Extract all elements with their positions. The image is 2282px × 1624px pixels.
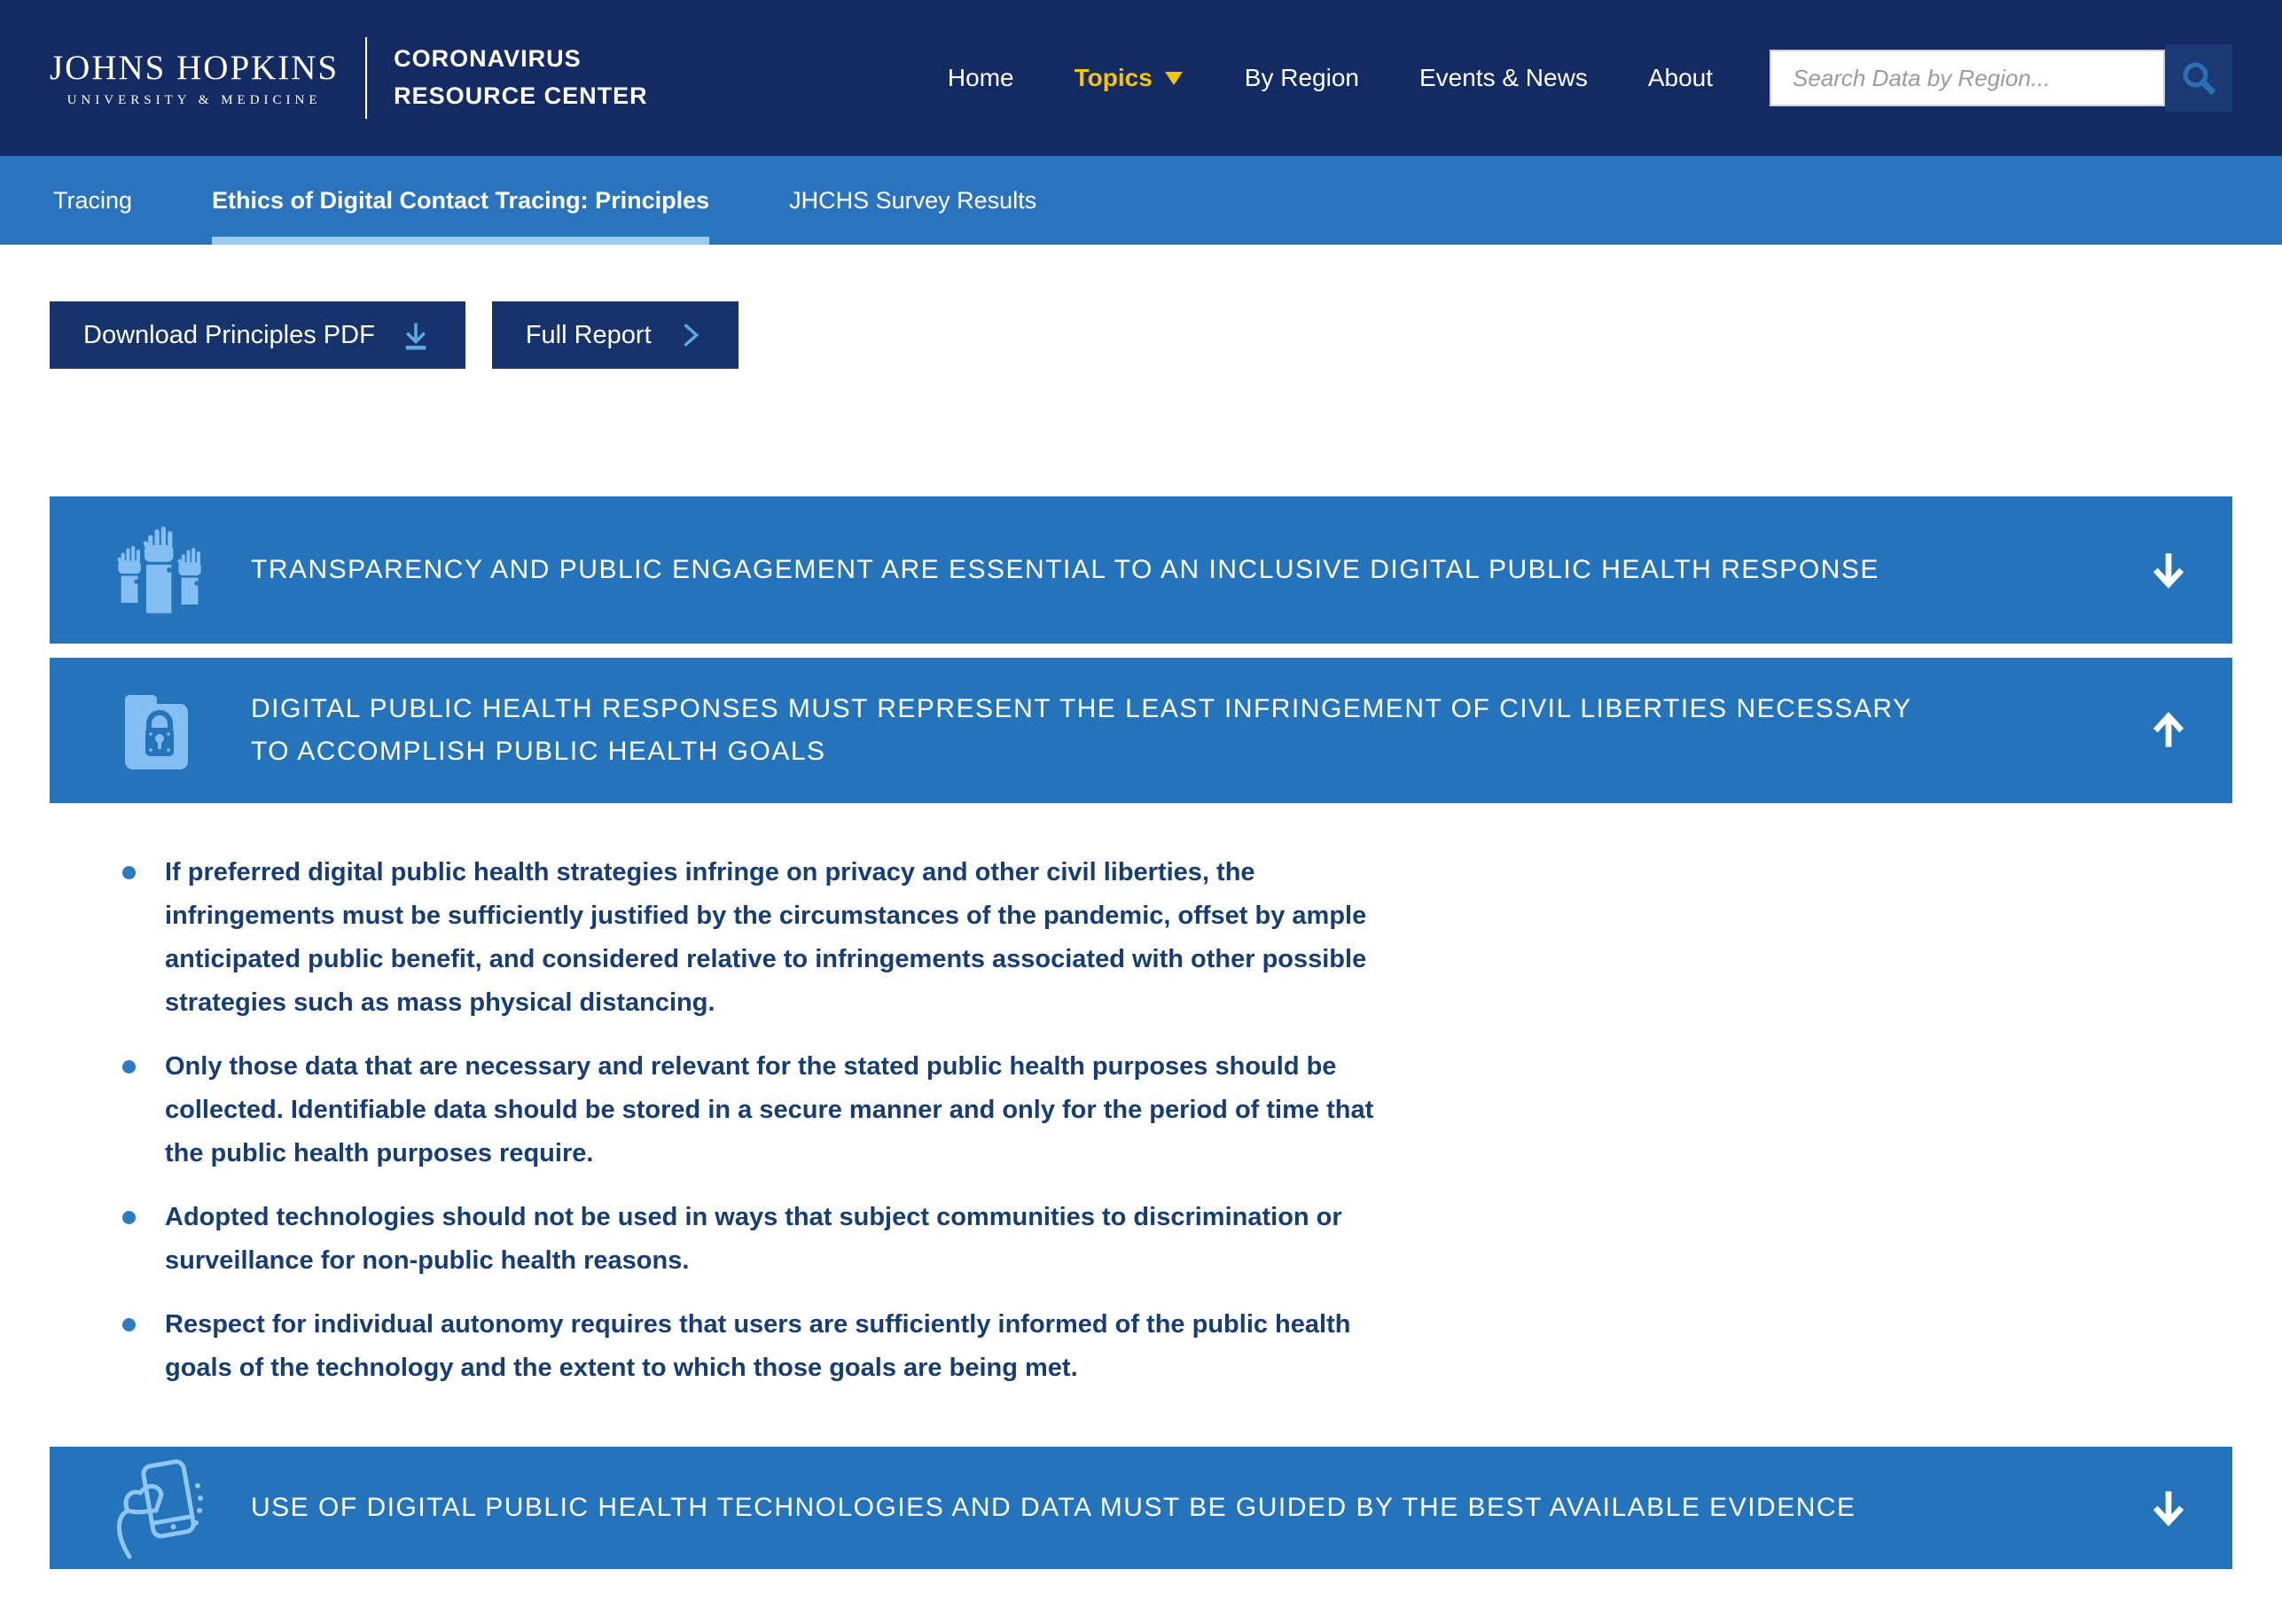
nav-item-about[interactable] (1648, 64, 1713, 92)
nav-item-by-region[interactable] (1245, 64, 1359, 92)
raised-hands-icon (108, 527, 211, 613)
nav-item-label: Events & News (1418, 64, 1588, 91)
subnav-item-tracing[interactable] (53, 156, 132, 245)
accordion-best-available-evidence[interactable] (50, 1447, 2232, 1569)
principle-bullet: Adopted technologies should not be used in ways that subject communities to discrimination or surveillance for non-public health reasons. (117, 1196, 1376, 1283)
subnav-item-jhchs-survey[interactable] (789, 156, 1036, 245)
accordion-transparency[interactable] (50, 496, 2232, 644)
full-report-button-label: Full Report (525, 320, 652, 349)
site-brand (394, 41, 648, 115)
accordion-title: USE OF DIGITAL PUBLIC HEALTH TECHNOLOGIES AND DATA MUST BE GUIDED BY THE BEST AVAILABLE EVIDENCE (251, 1493, 1856, 1522)
site-header (0, 0, 2282, 156)
nav-item-home[interactable] (948, 64, 1014, 92)
principle-bullet-list (117, 851, 1376, 1390)
nav-item-events-news[interactable] (1419, 64, 1588, 92)
logo-divider (365, 37, 367, 119)
subnav-item-label: Tracing (53, 186, 133, 214)
principle-bullet: If preferred digital public health strategies infringe on privacy and other civil liberties, the infringements must be sufficiently justified by the circumstances of the pandemic, offset by ample anticipated public benefit, and considered relative to infringements associated with other possible strategies such as mass physical distancing. (117, 851, 1376, 1025)
expand-arrow-down-icon[interactable] (2144, 1487, 2193, 1529)
subnav-item-ethics-principles[interactable] (212, 156, 709, 245)
download-icon (400, 319, 432, 351)
download-button-label: Download Principles PDF (83, 320, 375, 349)
nav-item-label: Home (947, 64, 1014, 91)
search-bar (1770, 44, 2232, 112)
download-principles-pdf-button[interactable] (50, 301, 465, 369)
hand-holding-phone-icon (108, 1456, 211, 1560)
brand-line2: RESOURCE CENTER (394, 82, 648, 109)
nav-item-label: About (1647, 64, 1713, 91)
chevron-right-icon (676, 321, 705, 349)
principles-content (50, 496, 2232, 1569)
main-nav (948, 64, 1713, 92)
principle-bullet: Respect for individual autonomy requires that users are sufficiently informed of the public health goals of the technology and the extent to which those goals are being met. (117, 1303, 1376, 1390)
accordion-title: TRANSPARENCY AND PUBLIC ENGAGEMENT ARE ESSENTIAL TO AN INCLUSIVE DIGITAL PUBLIC HEALTH RESPONSE (251, 555, 1880, 584)
brand-line1: CORONAVIRUS (394, 45, 582, 73)
university-wordmark (50, 48, 339, 108)
principle-bullet: Only those data that are necessary and relevant for the stated public health purposes should be collected. Identifiable data should be stored in a secure manner and only for the period of time that the public health purposes require. (117, 1045, 1376, 1175)
nav-item-label: Topics (1074, 64, 1153, 91)
subnav-item-label: Ethics of Digital Contact Tracing: Principles (212, 186, 710, 214)
expand-arrow-down-icon[interactable] (2144, 549, 2193, 591)
nav-item-label: By Region (1244, 64, 1359, 91)
search-icon (2180, 59, 2217, 97)
action-buttons (50, 301, 2232, 369)
chevron-down-icon (1163, 69, 1184, 87)
accordion-least-infringement[interactable] (50, 658, 2232, 803)
university-name: JOHNS HOPKINS (50, 49, 340, 87)
university-subtitle: UNIVERSITY & MEDICINE (66, 93, 322, 107)
johns-hopkins-logo[interactable] (50, 37, 648, 119)
search-input[interactable] (1770, 50, 2165, 106)
collapse-arrow-up-icon[interactable] (2144, 709, 2193, 752)
search-button[interactable] (2165, 44, 2232, 112)
nav-item-topics[interactable] (1075, 64, 1184, 92)
full-report-button[interactable] (492, 301, 739, 369)
topic-subnav (0, 156, 2282, 245)
subnav-item-label: JHCHS Survey Results (789, 186, 1037, 214)
accordion-title: DIGITAL PUBLIC HEALTH RESPONSES MUST REPRESENT THE LEAST INFRINGEMENT OF CIVIL LIBERTIES NECESSARY TO ACCOMPLISH PUBLIC HEALTH GOALS (251, 694, 1911, 766)
locked-folder-icon (108, 690, 211, 771)
